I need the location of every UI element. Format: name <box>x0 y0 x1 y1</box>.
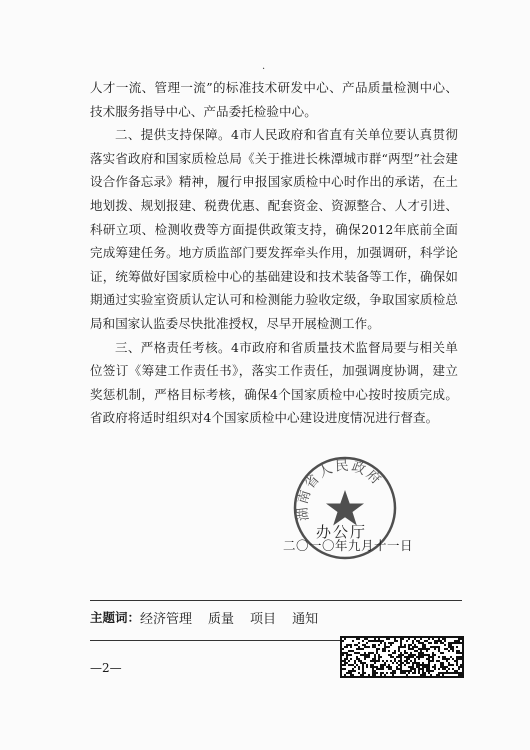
keyword-item: 经济管理 <box>140 612 193 627</box>
signatory: 办公厅 <box>316 523 368 541</box>
page-number: —2— <box>90 661 122 675</box>
seal-text: 湖南省人民政府 <box>294 457 386 522</box>
barcode-icon <box>340 636 464 678</box>
body-text <box>90 76 458 430</box>
paragraph-responsibility: 三、严格责任考核。4市政府和省质量技术监督局要与相关单位签订《筹建工作责任书》，落实工作责任，加强调度协调，建立奖惩机制，严格目标考核，确保4个国家质检中心按时按质完成。省政府将适时组织对4个国家质检中心建设进度情况进行督查。 <box>90 339 458 426</box>
issue-date: 二〇一〇年九月十一日 <box>283 538 414 553</box>
keywords-label: 主题词： <box>90 610 141 625</box>
paragraph-continuation: 人才一流、管理一流”的标准技术研发中心、产品质量检测中心、技术服务指导中心、产品委托检验中心。 <box>90 80 458 119</box>
keywords-line <box>90 608 334 627</box>
keywords-top-rule <box>90 600 462 601</box>
keyword-item: 质量 <box>208 612 235 627</box>
keyword-item: 通知 <box>292 612 319 627</box>
keyword-item: 项目 <box>250 612 277 627</box>
paragraph-support: 二、提供支持保障。4市人民政府和省直有关单位要认真贯彻落实省政府和国家质检总局《关于推进长株潭城市群“两型”社会建设合作备忘录》精神，履行申报国家质检中心时作出的承诺，在土地划拨、规划报建、税费优惠、配套资金、资源整合、人才引进、科研立项、检测收费等方面提供政策支持，确保2012年底前全面完成筹建任务。地方质监部门要发挥牵头作用，加强调研，科学论证，统筹做好国家质检中心的基础建设和技术装备等工作，确保如期通过实验室资质认定认可和检测能力验收定级，争取国家质检总局和国家认监委尽快批准授权，尽早开展检测工作。 <box>90 127 458 331</box>
top-mark: · <box>262 64 266 75</box>
